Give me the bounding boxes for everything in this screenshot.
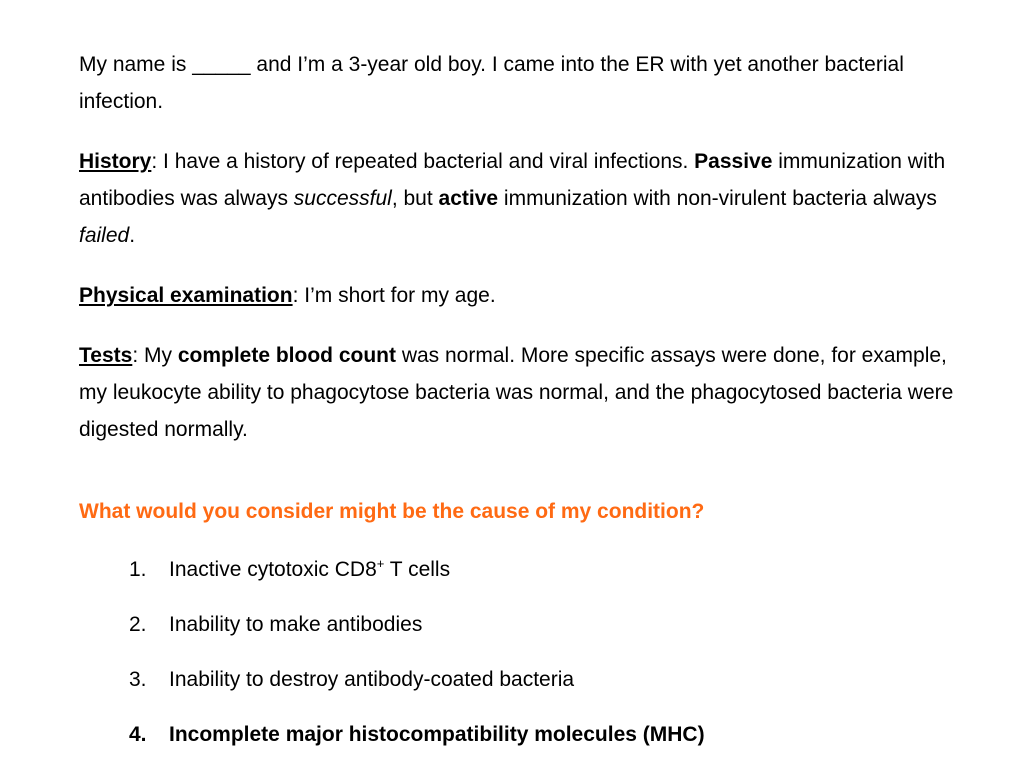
intro-paragraph <box>79 46 979 120</box>
history-text-3: , but <box>391 187 439 210</box>
option-text: Incomplete major histocompatibility molecules (MHC) <box>169 723 705 746</box>
option-text-part: T cells <box>384 558 451 581</box>
history-active: active <box>438 187 499 210</box>
history-text-5: . <box>129 224 136 247</box>
history-passive: Passive <box>694 150 773 173</box>
option-3[interactable] <box>129 661 979 698</box>
option-number: 1. <box>129 558 147 581</box>
option-text: Inability to destroy antibody-coated bacteria <box>169 668 575 691</box>
option-1[interactable] <box>129 551 979 588</box>
tests-text-1: : My <box>132 344 178 367</box>
history-text-2: immunization with antibodies was always <box>79 150 946 210</box>
physical-paragraph <box>79 277 979 314</box>
physical-text: : I’m short for my age. <box>292 284 496 307</box>
history-failed: failed <box>79 224 130 247</box>
tests-cbc: complete blood count <box>177 344 396 367</box>
option-text <box>169 551 450 588</box>
option-text-part: Inactive cytotoxic CD8 <box>169 558 377 581</box>
option-number: 3. <box>129 668 147 691</box>
history-separator: : <box>151 150 158 173</box>
superscript: + <box>376 556 385 571</box>
slide-content <box>79 46 979 771</box>
history-heading: History <box>79 150 152 173</box>
tests-paragraph <box>79 337 979 448</box>
history-text-4: immunization with non-virulent bacteria always <box>498 187 937 210</box>
tests-text-2: was normal. More specific assays were done, for example, my leukocyte ability to phagocytose bacteria was normal, and the phagocytosed bacteria were digested normally. <box>79 344 954 441</box>
history-paragraph <box>79 143 979 254</box>
option-2[interactable] <box>129 606 979 643</box>
question: What would you consider might be the cause of my condition? <box>79 500 705 523</box>
option-number: 2. <box>129 613 147 636</box>
answer-options <box>79 551 979 753</box>
physical-heading: Physical examination <box>79 284 293 307</box>
option-4[interactable] <box>129 716 979 753</box>
history-text-1: I have a history of repeated bacterial and viral infections. <box>157 150 695 173</box>
tests-heading: Tests <box>79 344 133 367</box>
history-successful: successful <box>293 187 392 210</box>
intro-text: My name is _____ and I’m a 3-year old boy. I came into the ER with yet another bacterial infection. <box>79 53 904 113</box>
option-number: 4. <box>129 723 147 746</box>
option-text: Inability to make antibodies <box>169 613 423 636</box>
